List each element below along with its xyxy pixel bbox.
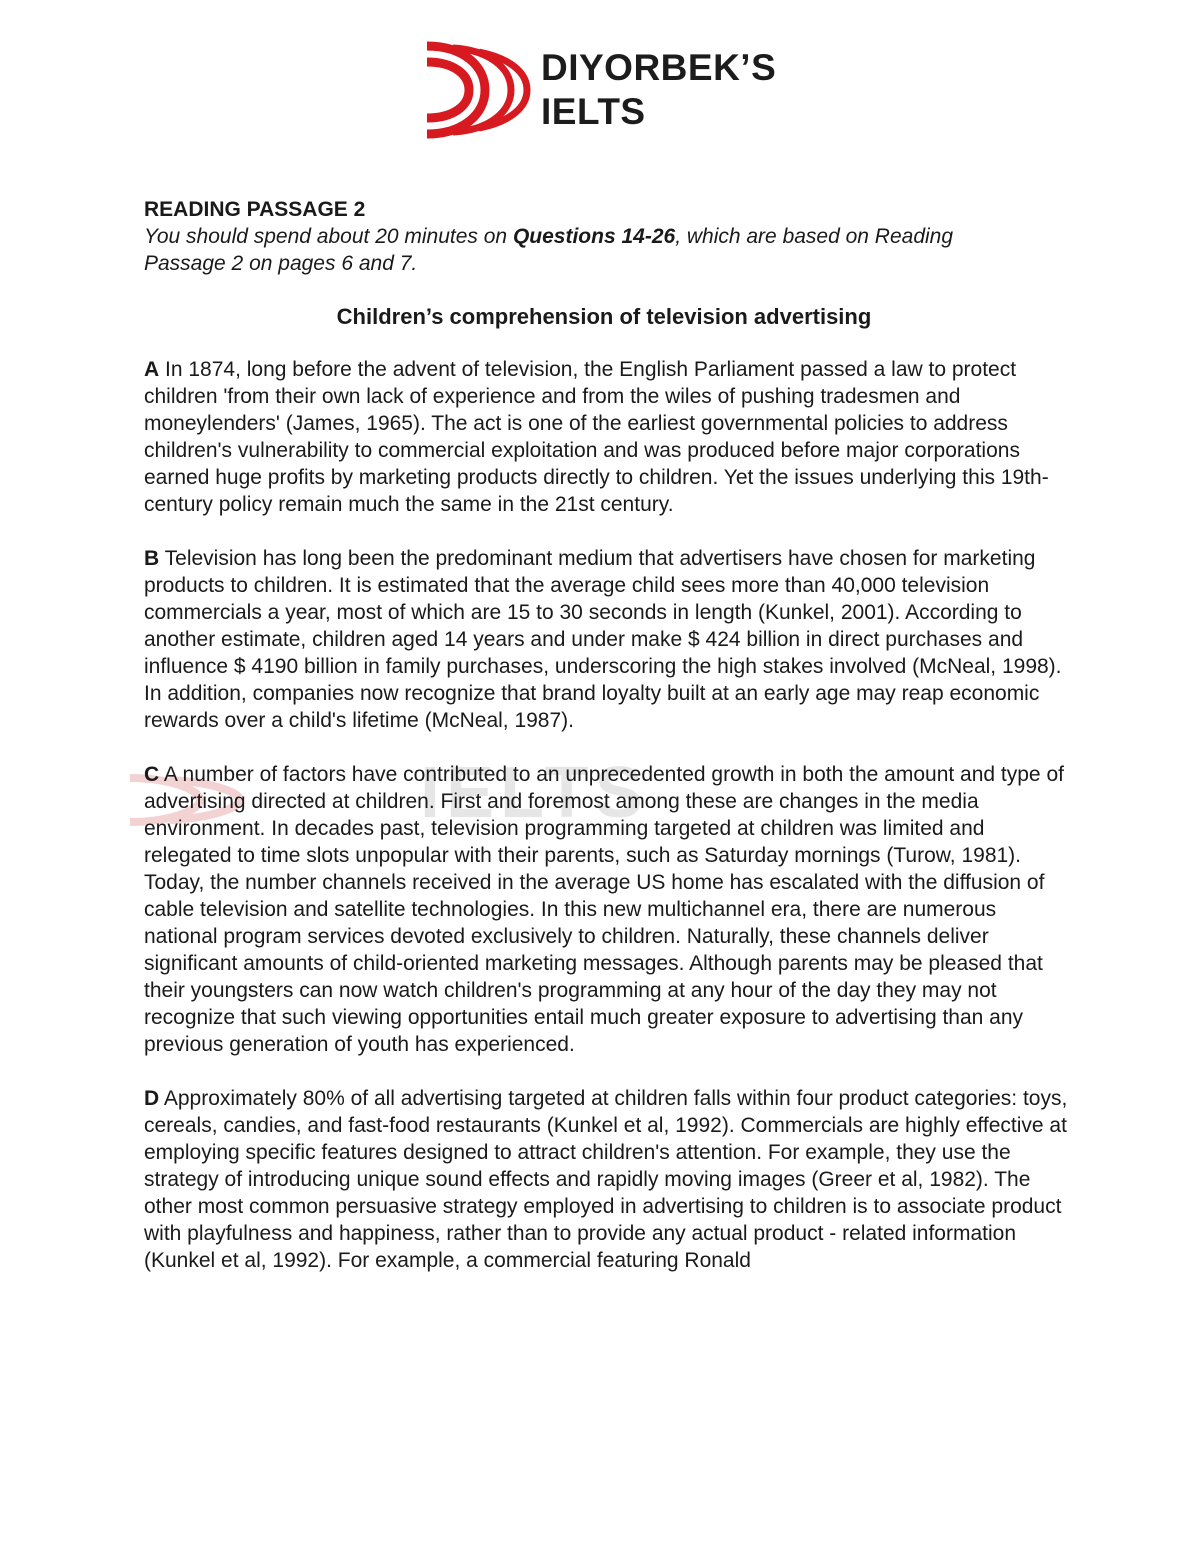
instructions-tail: , which are based on Reading Passage 2 on pages 6 and 7.: [144, 225, 954, 275]
brand-name-line2: IELTS: [541, 91, 646, 132]
paragraph-text: In 1874, long before the advent of television, the English Parliament passed a law to protect children 'from their own lack of experience and from the wiles of pushing tradesmen and moneylenders' (James, 1965). The act is one of the earliest governmental policies to address children's vulnerability to commercial exploitation and was produced before major corporations earned huge profits by marketing products directly to children. Yet the issues underlying this 19th-century policy remain much the same in the 21st century.: [144, 358, 1049, 516]
instructions-lead: You should spend about 20 minutes on: [144, 225, 513, 248]
paragraph-letter: B: [144, 547, 160, 570]
instructions-questions: Questions 14-26: [512, 225, 676, 248]
brand-name-line1: DIYORBEK’S: [541, 47, 777, 88]
section-title: READING PASSAGE 2: [144, 198, 366, 221]
brand-logo: [423, 40, 783, 140]
paragraph-d: [144, 1085, 1074, 1274]
instructions: [144, 223, 984, 277]
reading-passage: [144, 196, 1074, 1301]
paragraph-letter: A: [144, 358, 160, 381]
paragraph-letter: C: [144, 763, 160, 786]
brand-name: [541, 46, 776, 134]
paragraph-text: Television has long been the predominant medium that advertisers have chosen for marketing products to children. It is estimated that the average child sees more than 40,000 television commercials a year, most of which are 15 to 30 seconds in length (Kunkel, 2001). According to another estimate, children aged 14 years and under make $ 424 billion in direct purchases and influence $ 4190 billion in family purchases, underscoring the high stakes involved (McNeal, 1998). In addition, companies now recognize that brand loyalty built at an early age may reap economic rewards over a child's lifetime (McNeal, 1987).: [144, 547, 1062, 732]
paragraph-a: [144, 356, 1074, 518]
paragraph-b: [144, 545, 1074, 734]
paragraph-c: [144, 761, 1074, 1058]
paragraph-text: Approximately 80% of all advertising targeted at children falls within four product categories: toys, cereals, candies, and fast-food restaurants (Kunkel et al, 1992). Commercials are highly effective at employing specific features designed to attract children's attention. For example, they use the strategy of introducing unique sound effects and rapidly moving images (Greer et al, 1982). The other most common persuasive strategy employed in advertising to children is to associate product with playfulness and happiness, rather than to provide any actual product - related information (Kunkel et al, 1992). For example, a commercial featuring Ronald: [144, 1087, 1068, 1272]
arcs-logo-icon: [423, 40, 531, 140]
passage-title: Children’s comprehension of television advertising: [336, 304, 872, 329]
paragraph-letter: D: [144, 1087, 160, 1110]
watermark-text: IELTS: [420, 753, 649, 833]
paragraph-text: A number of factors have contributed to an unprecedented growth in both the amount and type of advertising directed at children. First and foremost among these are changes in the media environment. In decades past, television programming targeted at children was limited and relegated to time slots unpopular with their parents, such as Saturday mornings (Turow, 1981). Today, the number channels received in the average US home has escalated with the diffusion of cable television and satellite technologies. In this new multichannel era, there are numerous national program services devoted exclusively to children. Naturally, these channels deliver significant amounts of child-oriented marketing messages. Although parents may be pleased that their youngsters can now watch children's programming at any hour of the day they may not recognize that such viewing opportunities entail much greater exposure to advertising than any previous generation of youth has experienced.: [144, 763, 1064, 1056]
